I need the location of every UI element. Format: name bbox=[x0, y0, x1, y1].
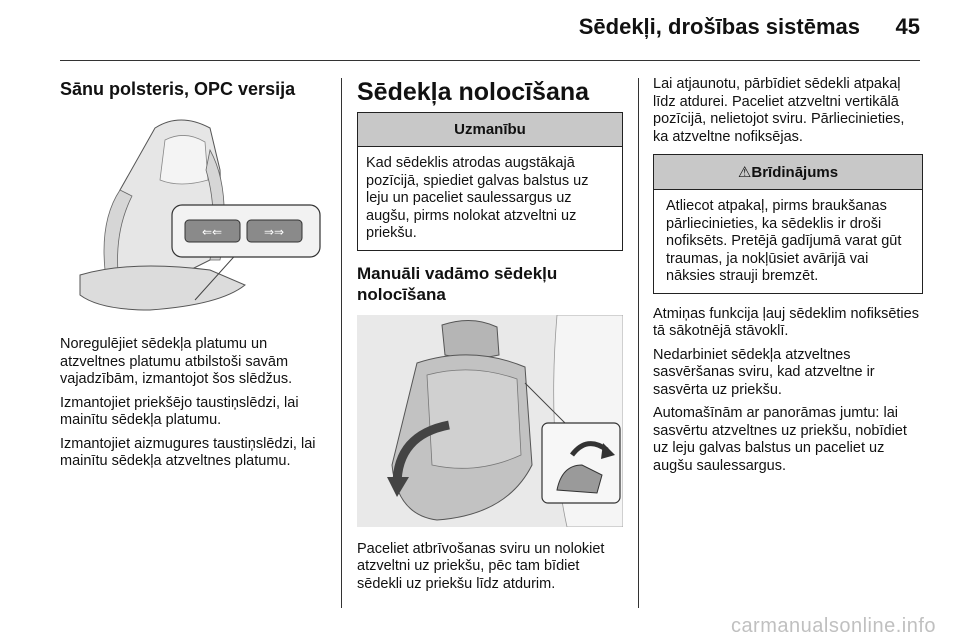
svg-text:⇒⇒: ⇒⇒ bbox=[263, 225, 285, 239]
page-header-title: Sēdekļi, drošības sistēmas bbox=[578, 14, 860, 39]
caution-box bbox=[357, 112, 623, 251]
header-divider bbox=[60, 60, 920, 61]
paragraph-restore: Lai atjaunotu, pārbīdiet sēdekli atpakaļ līdz atdurei. Paceliet atzveltni vertikālā pozīcijā, nelietojot sviru. Pārliecinieties, ka atzveltne nofiksējas. bbox=[653, 76, 905, 145]
warning-triangle-icon: ⚠ bbox=[737, 164, 752, 181]
column-restore bbox=[653, 76, 923, 481]
seat-bolster-illustration bbox=[60, 110, 325, 320]
warning-box bbox=[653, 154, 923, 294]
paragraph-panoramic-roof: Automašīnām ar panorāmas jumtu: lai sasvērtu atzveltnes uz priekšu, nobīdiet uz leju galvas balstus un paceliet uz augšu saulessargus. bbox=[653, 405, 907, 474]
paragraph-bolster-intro: Noregulējiet sēdekļa platumu un atzveltnes platumu atbilstoši savām vajadzībām, izmantojot šos slēdžus. bbox=[60, 336, 293, 387]
paragraph-memory-function: Atmiņas funkcija ļauj sēdeklim nofiksēties tā sākotnējā stāvoklī. bbox=[653, 305, 919, 339]
watermark: carmanualsonline.info bbox=[730, 615, 936, 637]
warning-text: Atliecot atpakaļ, pirms braukšanas pārliecinieties, ka sēdeklis ir droši nofiksēts. Pretējā gadījumā varat gūt traumas, ja nokļūsiet avārijā vai nāksies strauji bremzēt. bbox=[666, 198, 902, 284]
warning-title: Brīdinājums bbox=[751, 164, 839, 181]
seat-folding-illustration bbox=[357, 315, 623, 527]
paragraph-do-not-operate: Nedarbiniet sēdekļa atzveltnes sasvēršanas sviru, kad atzveltne ir sasvērta uz priekšu. bbox=[653, 346, 875, 398]
caution-title: Uzmanību bbox=[358, 113, 622, 147]
column-side-bolster bbox=[60, 78, 325, 477]
column-seat-folding bbox=[357, 78, 623, 599]
svg-text:⇐⇐: ⇐⇐ bbox=[201, 225, 223, 239]
column-divider bbox=[638, 78, 639, 608]
column-divider bbox=[341, 78, 342, 608]
caution-text: Kad sēdeklis atrodas augstākajā pozīcijā, spiediet galvas balstus uz leju un paceliet saulessargus uz augšu, pirms nolokat atzveltni uz priekšu. bbox=[366, 155, 589, 241]
subheading-manual-seats: Manuāli vadāmo sēdekļu nolocīšana bbox=[357, 263, 558, 304]
paragraph-manual-folding: Paceliet atbrīvošanas sviru un nolokiet atzveltni uz priekšu, pēc tam bīdiet sēdekli uz priekšu līdz atdurim. bbox=[357, 540, 605, 592]
warning-header bbox=[654, 155, 922, 190]
page-number: 45 bbox=[895, 14, 920, 39]
paragraph-front-switch: Izmantojiet priekšējo taustiņslēdzi, lai mainītu sēdekļa platumu. bbox=[60, 394, 299, 428]
section-heading-seat-folding: Sēdekļa nolocīšana bbox=[357, 78, 590, 106]
section-heading-side-bolster: Sānu polsteris, OPC versija bbox=[60, 79, 296, 99]
paragraph-rear-switch: Izmantojiet aizmugures taustiņslēdzi, lai mainītu sēdekļa atzveltnes platumu. bbox=[60, 435, 316, 469]
